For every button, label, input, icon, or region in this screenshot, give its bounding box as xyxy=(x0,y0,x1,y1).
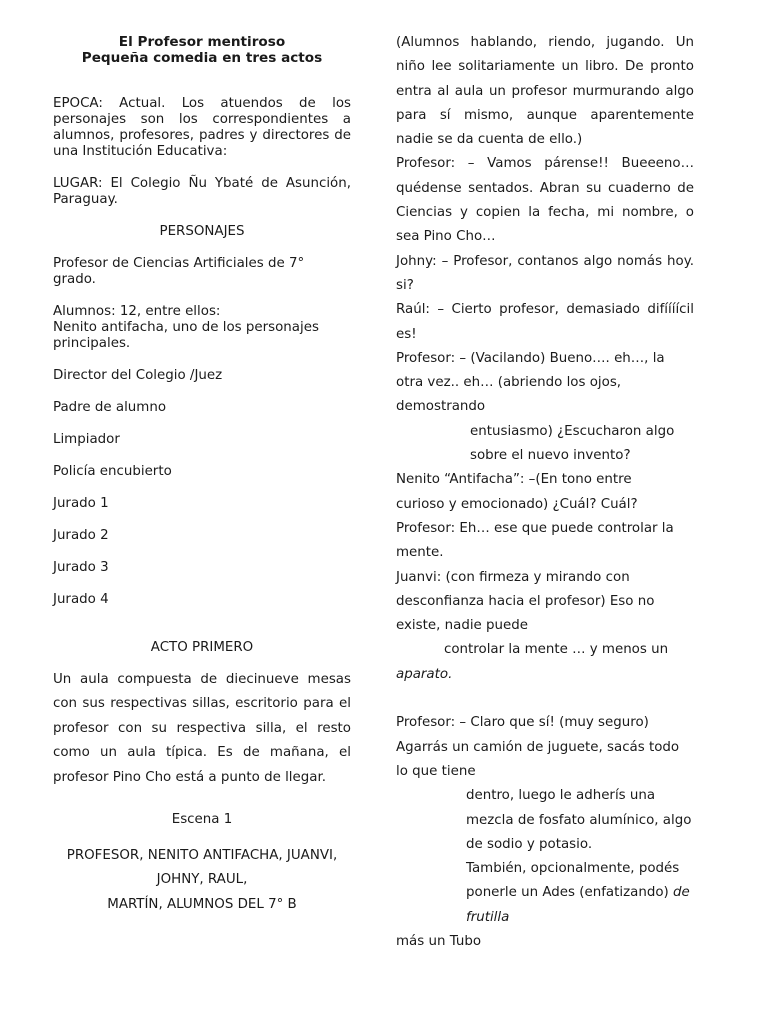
dialogue-profesor-3: Profesor: Eh… ese que puede controlar la mente. xyxy=(396,520,674,561)
character-padre: Padre de alumno xyxy=(53,400,167,415)
dialogue-nenito-b: curioso y emocionado) ¿Cuál? Cuál? xyxy=(396,496,638,512)
escena-heading: Escena 1 xyxy=(171,812,233,828)
alumnos-line-2: Nenito antifacha, uno de los personajes principales. xyxy=(53,320,319,351)
character-profesor: Profesor de Ciencias Artificiales de 7° grado. xyxy=(53,256,305,287)
acto-heading: ACTO PRIMERO xyxy=(150,640,254,655)
character-limpiador: Limpiador xyxy=(53,432,120,447)
character-jurado-2: Jurado 2 xyxy=(53,528,109,543)
spacer xyxy=(396,687,694,711)
character-policia: Policía encubierto xyxy=(53,464,172,479)
dialogue-profesor-4c-italic: de frutilla xyxy=(466,885,690,925)
dialogue-profesor-4c xyxy=(396,857,694,930)
dialogue-profesor-4c-text: También, opcionalmente, podés ponerle un Ades (enfatizando) xyxy=(466,861,680,901)
dialogue-profesor-2b: entusiasmo) ¿Escucharon algo sobre el nuevo invento? xyxy=(470,423,675,464)
title-line-1: El Profesor mentiroso xyxy=(118,34,286,50)
dialogue-profesor-1: Profesor: – Vamos párense!! Bueeeno… quédense sentados. Abran su cuaderno de Ciencias y copien la fecha, mi nombre, o sea Pino Cho… xyxy=(396,156,694,245)
cast-line-1: PROFESOR, NENITO ANTIFACHA, JUANVI, xyxy=(66,848,338,864)
dialogue-profesor-4d: más un Tubo xyxy=(396,933,482,949)
left-column xyxy=(53,34,351,917)
title-line-2: Pequeña comedia en tres actos xyxy=(81,50,323,66)
personajes-heading: PERSONAJES xyxy=(159,224,245,239)
dialogue-johny: Johny: – Profesor, contanos algo nomás hoy. si? xyxy=(396,253,694,293)
dialogue-profesor-2a: Profesor: – (Vacilando) Bueno…. eh…, la otra vez.. eh… (abriendo los ojos, demostrando xyxy=(396,350,665,415)
epoca-paragraph: EPOCA: Actual. Los atuendos de los personajes son los correspondientes a alumnos, profesores, padres y directores de una Institución Educativa: xyxy=(53,96,351,159)
dialogue-profesor-4b: dentro, luego le adherís una mezcla de fosfato alumínico, algo de sodio y potasio. xyxy=(466,788,692,852)
character-jurado-4: Jurado 4 xyxy=(53,592,109,607)
dialogue-juanvi-b: controlar la mente … y menos un xyxy=(444,642,669,658)
character-director: Director del Colegio /Juez xyxy=(53,368,223,383)
dialogue-juanvi-c: aparato. xyxy=(396,666,453,682)
character-jurado-3: Jurado 3 xyxy=(53,560,109,575)
cast-line-3: MARTÍN, ALUMNOS DEL 7° B xyxy=(107,896,297,912)
dialogue-profesor-4a: Profesor: – Claro que sí! (muy seguro) Agarrás un camión de juguete, sacás todo lo que tiene xyxy=(396,715,680,779)
dialogue-raul: Raúl: – Cierto profesor, demasiado difíííícil es! xyxy=(396,302,694,342)
dialogue-nenito-a: Nenito “Antifacha”: –(En tono entre xyxy=(396,472,632,488)
cast-line-2: JOHNY, RAUL, xyxy=(156,872,248,888)
alumnos-line-1: Alumnos: 12, entre ellos: xyxy=(53,304,221,319)
lugar-paragraph: LUGAR: El Colegio Ñu Ybaté de Asunción, Paraguay. xyxy=(53,176,351,207)
right-column xyxy=(396,31,694,954)
scene-cast xyxy=(53,844,351,917)
play-title xyxy=(53,34,351,66)
stage-direction: (Alumnos hablando, riendo, jugando. Un niño lee solitariamente un libro. De pronto entra al aula un profesor murmurando algo para sí mismo, aunque aparentemente nadie se da cuenta de ello.) xyxy=(396,35,694,148)
dialogue-juanvi-a: Juanvi: (con firmeza y mirando con desconfianza hacia el profesor) Eso no existe, nadie puede xyxy=(396,569,655,634)
character-alumnos xyxy=(53,304,351,352)
acto-description: Un aula compuesta de diecinueve mesas con sus respectivas sillas, escritorio para el profesor con su respectiva silla, el resto como un aula típica. Es de mañana, el profesor Pino Cho está a punto de llegar. xyxy=(53,672,351,785)
character-jurado-1: Jurado 1 xyxy=(53,496,109,511)
